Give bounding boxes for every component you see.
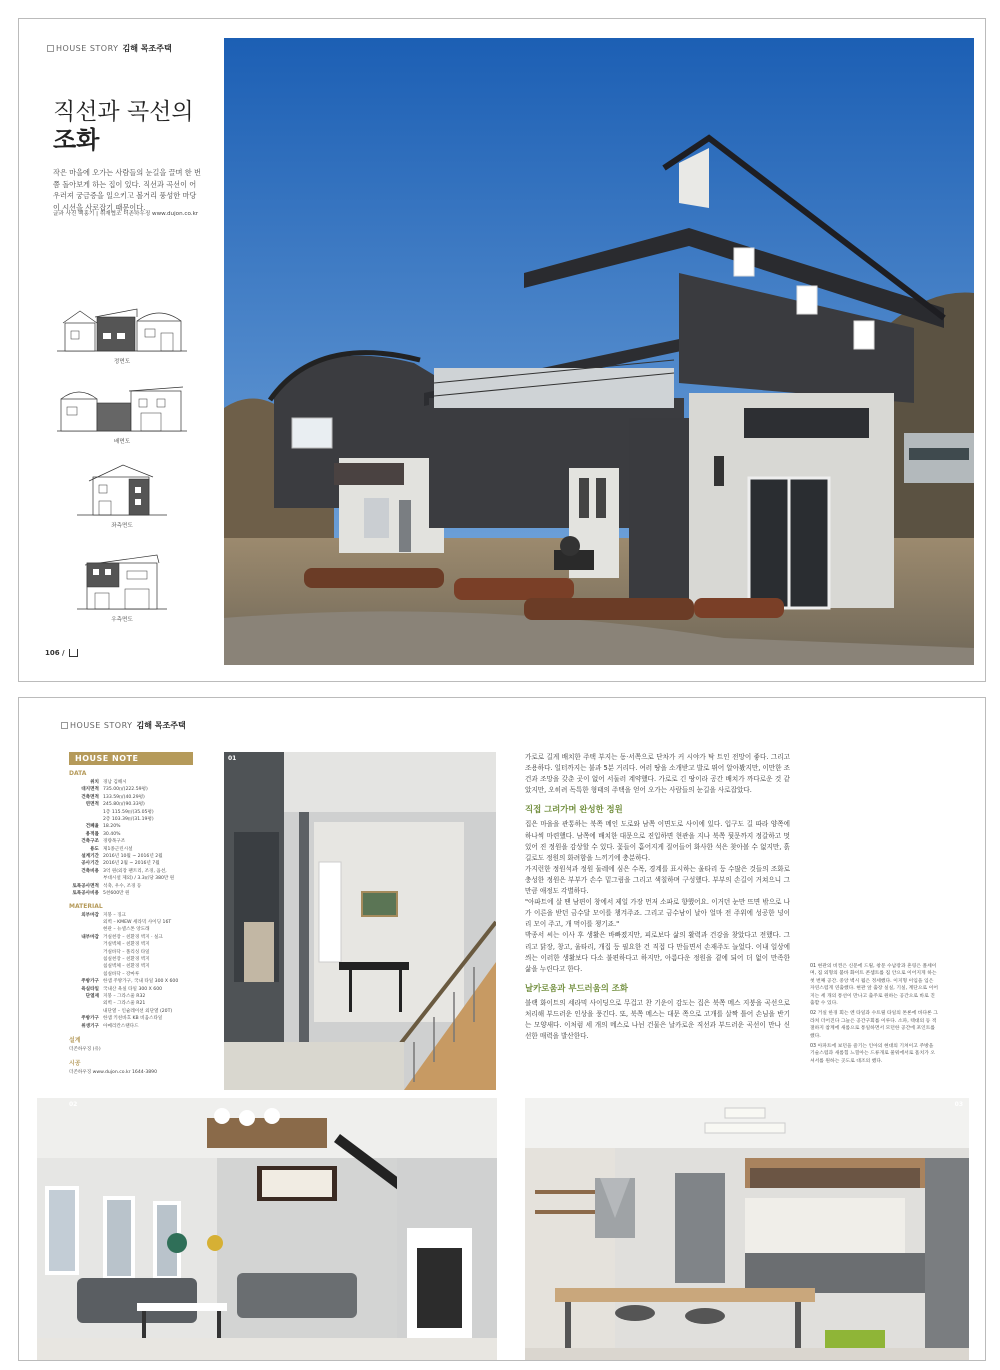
- note-key: 위치: [90, 780, 99, 785]
- note-row: [69, 853, 193, 860]
- note-row: [69, 1015, 193, 1022]
- note-value: 1층 115.59㎡(35.05평): [103, 809, 154, 815]
- design-value-row: [69, 1046, 193, 1053]
- title-line-2: 조화: [53, 126, 100, 154]
- design-value: 더존하우징 (유): [69, 1047, 101, 1052]
- elevation-left: [57, 463, 187, 527]
- elevation-left-drawing: [57, 463, 187, 517]
- title-line-1: 직선과 곡선의: [53, 99, 194, 125]
- house-exterior-photo-icon: [224, 38, 974, 665]
- note-value: 133.59㎡(40.29평): [103, 794, 145, 800]
- note-key: 연면적: [85, 802, 99, 808]
- note-row: [69, 816, 193, 823]
- note-value: 245.80㎡(90.33평): [103, 802, 145, 808]
- note-key: [69, 971, 103, 978]
- note-value: 3억 원(외장 팬트리, 조경, 옵션,: [103, 868, 167, 874]
- note-value: 5천600만 원: [103, 891, 130, 897]
- note-key: 단열재: [85, 993, 99, 999]
- spread-bottom: [18, 697, 986, 1361]
- photo-number: 03: [954, 1101, 963, 1108]
- note-key: [69, 941, 103, 948]
- photo-number: 01: [228, 755, 237, 762]
- section1-paragraph-3: 박종서 씨는 이사 후 생활은 바빠졌지만, 피로보다 삶의 활력과 건강을 찾았다고 전했다. 그리고 닭장, 창고, 울타리, 개집 등 필요한 건 직접 다 만들면서 손재주도 늘었다. 이내 일상에 씌는 이러한 생활보다 다소 불편하다고 하지만, 아름다운 정원을 곁에 되어 더 없이 만족한 삶을 누린다고 한다.: [525, 931, 790, 973]
- square-icon: [61, 722, 68, 729]
- note-value: 경량목구조: [103, 839, 126, 845]
- kitchen-photo-icon: [525, 1098, 969, 1361]
- note-value: 한샘 키친바흐 KB 비움스타일: [103, 1016, 163, 1022]
- elevation-caption: 정면도: [113, 359, 131, 365]
- elevation-front-drawing: [57, 303, 187, 353]
- note-key: [69, 816, 103, 823]
- note-value: 현관 – 뉴셀스톤 앙도래: [103, 927, 150, 933]
- note-key: 용적률: [85, 831, 99, 837]
- note-key: [69, 875, 103, 882]
- living-room-photo: [37, 1098, 497, 1361]
- note-key: [69, 963, 103, 970]
- note-row: [69, 912, 193, 919]
- living-room-photo-icon: [37, 1098, 497, 1361]
- section1-paragraph-2: 가지런한 정원석과 정원 둘레에 심은 수목, 경계를 표시하는 울타리 등 수많은 것들의 조화로 충성한 정원은 부부가 손수 밑그림을 그리고 색칠하며 구성했다. 부부의 손길이 거쳐으니 그만큼 애정도 각별하다.: [525, 864, 790, 896]
- note-key: 설계기간: [81, 854, 99, 860]
- caption-01: 01 현관의 비켠은 신문에 드릴, 창문 수납장과 흔링은 폴세이며, 집 외형의 불바 화이트 콘셉트를 집 안으로 이어지게 하는 첫 번째 공간. 중앙 벽시 월은 정세했다. 이지형 이입을 입은 자연스럽게 연출했다. 현관 앞 출장 실실, 기실, 계단으로 이어지는 세 개의 통선이 만나고 출주로 원하는 공간으로 바로 진출할 수 있다.: [810, 964, 938, 1007]
- note-value: 735.00㎡(222.59평): [103, 787, 148, 793]
- note-value: 석축, 우수, 조경 등: [103, 883, 142, 889]
- note-value: 제1종근린시설: [103, 846, 133, 852]
- note-key: [69, 926, 103, 933]
- build-value: 더존하우징 www.dujon.co.kr 1644-3890: [69, 1070, 158, 1076]
- data-section-label: DATA: [69, 770, 87, 777]
- note-key: 위생기구: [81, 1023, 99, 1029]
- note-key: [69, 809, 103, 816]
- note-value: 내단열 – 인슐레이션 외단열 (20T): [103, 1008, 173, 1014]
- note-value: 침실바닥 – 강마루: [103, 971, 140, 977]
- note-value: 거실바닥 – 폴리싱 타일: [103, 949, 150, 955]
- note-key: 주방가구: [81, 1016, 99, 1022]
- note-row: [69, 801, 193, 808]
- section-header: [61, 720, 186, 731]
- note-value: 30.40%: [103, 831, 121, 837]
- header-label: HOUSE STORY: [56, 44, 119, 53]
- entry-photo: [224, 752, 496, 1090]
- note-key: 욕실타일: [81, 986, 99, 992]
- elevation-rear: [57, 383, 187, 443]
- note-row: [69, 978, 193, 985]
- photo-number: 02: [69, 1101, 78, 1108]
- note-value: 외벽 – 그라스울 R21: [103, 1001, 146, 1007]
- note-key: 대지면적: [81, 787, 99, 793]
- note-row: [69, 926, 193, 933]
- note-key: 토목공사비용: [72, 891, 99, 897]
- subhead-harmony: 날카로움과 부드러움의 조화: [525, 982, 628, 993]
- credit-line: 글과 사진 백홍기 | 취재협조 더존하우징 www.dujon.co.kr: [53, 211, 199, 217]
- intro-paragraph: 가로로 길게 배치한 주택 부지는 동·서쪽으로 단차가 커 시야가 탁 트인 전망이 좋다. 그리고 조용하다. 일터까지는 불과 5분 거리다. 여러 땅을 소개받고 발로 뛰어 알아봤지만, 이만한 조건과 조망을 갖춘 곳이 없어 서둘러 계약했다. 가로로 긴 땅이라 공간 배치가 까다로운 것 같았지만, 오히려 독특한 형태의 주택을 얻어 오가는 사람들의 눈길을 사로잡았다.: [525, 753, 790, 795]
- note-value: 경남 김해시: [103, 780, 127, 785]
- note-key: 공사기간: [81, 861, 99, 867]
- note-key: 건폐율: [85, 824, 99, 830]
- header-title: 김해 목조주택: [136, 721, 186, 730]
- page-number: [45, 649, 78, 657]
- note-row: [69, 860, 193, 867]
- note-row: [69, 868, 193, 875]
- note-row: [69, 986, 193, 993]
- note-key: 외부마감: [81, 912, 99, 918]
- note-key: [69, 919, 103, 926]
- design-label: 설계: [69, 1037, 81, 1044]
- note-key: 주방가구: [81, 979, 99, 985]
- caption-02: 02 거실 한경 회는 엔 타일과 수트릴 타일의 톤론에 바다론 그라쳐 더어진다 그늘은 공간구회를 이루다. 소파, 텍대의 등 적절하지 참계에 새롭으로 통일하면서 모던한 공간에 포인트를 했다.: [810, 1011, 938, 1039]
- photo-captions: [810, 963, 938, 1065]
- note-key: 내부마감: [81, 934, 99, 940]
- house-note-title: HOUSE NOTE: [69, 752, 193, 765]
- note-row: [69, 1008, 193, 1015]
- square-icon: [47, 45, 54, 52]
- section2-paragraph: 블랙 화이트의 세라믹 사이딩으로 무겁고 찬 기운이 감도는 집은 북쪽 메스 지붕을 곡선으로 처리해 부드러운 인상을 풍긴다. 또, 북쪽 메스는 대문 쪽으로 고개를 살짝 틀어 손님을 반기는 모양새다. 이처럼 세 개의 메스로 나뉜 건물은 날카로운 직선과 부드러운 곡선이 만나 신선한 매력을 발산한다.: [525, 998, 790, 1041]
- note-row: [69, 779, 193, 786]
- caption-03: 03 아파트에 보던을 즐기는 인아의 현대의 기쳐이고 주방을 기술스럽과 새롭힘 느낄아는 드류개로 물워에서로 흠치가 오셔서를 원하는 곳도로 대조의 했다.: [810, 1044, 935, 1064]
- main-house-photo: [224, 38, 974, 665]
- note-row: [69, 883, 193, 890]
- note-value: 지붕 – 그라스울 R32: [103, 993, 146, 999]
- quote-paragraph: "아파트에 살 땐 남편이 창에서 제일 가장 먼저 소파로 향했어요. 이거던 눈만 뜨면 밖으로 나가 이른을 받던 금수달 모이를 챙겨주죠. 그리고 금수남이 날아 얼마 전 주위에 성공한 넝이리 모이 주고, 개 먹이를 챙기죠.": [525, 898, 790, 929]
- note-row: [69, 949, 193, 956]
- elevation-caption: 배면도: [113, 439, 131, 445]
- note-row: [69, 963, 193, 970]
- note-row: [69, 809, 193, 816]
- note-key: 건축비용: [81, 868, 99, 874]
- note-key: [69, 1008, 103, 1015]
- note-value: 침실천장 – 친환경 벽지: [103, 956, 150, 962]
- elevation-front: [57, 303, 187, 363]
- build-value-row: [69, 1069, 193, 1076]
- note-value: 침실벽체 – 친환경 벽지: [103, 964, 150, 970]
- note-key: [69, 1000, 103, 1007]
- elevation-right: [57, 553, 187, 621]
- note-row: [69, 831, 193, 838]
- note-value: 지붕 – 징크: [103, 912, 126, 918]
- note-value: 한샘 주방가구, 국내 타일 300 X 600: [103, 979, 179, 985]
- material-rows: [69, 912, 193, 1031]
- note-row: [69, 875, 193, 882]
- header-title: 김해 목조주택: [122, 44, 172, 53]
- note-row: [69, 890, 193, 897]
- entry-interior-photo-icon: [224, 752, 496, 1090]
- spread-top: [18, 18, 986, 682]
- note-value: 18.20%: [103, 824, 121, 830]
- material-section-label: MATERIAL: [69, 902, 103, 910]
- note-value: 2016년 10월 ~ 2016년 2월: [103, 854, 163, 860]
- note-key: 건축면적: [81, 794, 99, 800]
- note-key: [69, 949, 103, 956]
- house-note: [69, 752, 193, 1077]
- lead-paragraph: 작은 마을에 오가는 사람들의 눈길을 끌며 한 번쯤 돌아보게 하는 집이 있다. 직선과 곡선이 어우러져 궁금증을 일으키고 볼거리 풍성한 마당이 시선을 사로잡기 때문이다.: [53, 168, 201, 212]
- build-label: 시공: [69, 1060, 81, 1068]
- page-number-text: 106 /: [45, 649, 65, 657]
- note-value: 거실벽체 – 친환경 벽지: [103, 942, 150, 948]
- note-row: [69, 971, 193, 978]
- elevation-caption: 좌측면도: [111, 523, 133, 529]
- note-key: [69, 956, 103, 963]
- note-row: [69, 823, 193, 830]
- note-row: [69, 956, 193, 963]
- article-body: [525, 752, 790, 1042]
- note-row: [69, 941, 193, 948]
- elevation-caption: 우측면도: [111, 617, 133, 623]
- note-row: [69, 934, 193, 941]
- note-value: 외벽 – KMEW 세라믹 사이딩 16T: [103, 919, 172, 925]
- data-rows: [69, 779, 193, 898]
- note-value: 부대시설 제외) / 3.3㎡당 380만 원: [103, 876, 175, 882]
- section-header: [47, 43, 172, 54]
- note-key: 용도: [90, 846, 99, 852]
- note-row: [69, 919, 193, 926]
- note-value: 2016년 2월 ~ 2016년 7월: [103, 861, 160, 867]
- note-value: 2층 103.39㎡(31.19평): [103, 817, 154, 823]
- note-key: 건축구조: [81, 839, 99, 845]
- note-row: [69, 993, 193, 1000]
- header-label: HOUSE STORY: [70, 721, 133, 730]
- note-key: 토목공사면적: [72, 883, 99, 889]
- home-icon: [69, 649, 78, 657]
- note-row: [69, 1023, 193, 1030]
- note-value: 아메리칸스탠다드: [103, 1023, 139, 1029]
- note-row: [69, 838, 193, 845]
- note-value: 국내산 욕실 타일 300 X 600: [103, 986, 163, 992]
- elevation-right-drawing: [57, 553, 187, 611]
- note-row: [69, 1000, 193, 1007]
- kitchen-photo: [525, 1098, 969, 1361]
- note-row: [69, 786, 193, 793]
- section1-paragraph: 집은 마을을 관통하는 북쪽 메인 도로와 남쪽 이면도로 사이에 있다. 입구도 길 따라 양쪽에 하나씩 마련했다. 남쪽에 배치한 대문으로 진입하면 현관을 지나 북쪽 뒷문까지 정갈하고 멋있어 진 정원을 감상할 수 있다. 꽃들이 흩어지게 질어들어 화사한 석은 찾아볼 수 없지만, 흙길로도 정원의 화려함을 느끼기에 충분하다.: [525, 820, 790, 862]
- note-value: 거실천장 – 친환경 벽지 · 실크: [103, 934, 163, 940]
- note-row: [69, 846, 193, 853]
- note-row: [69, 794, 193, 801]
- subhead-garden: 직접 그려가며 완성한 정원: [525, 804, 623, 815]
- elevation-rear-drawing: [57, 383, 187, 433]
